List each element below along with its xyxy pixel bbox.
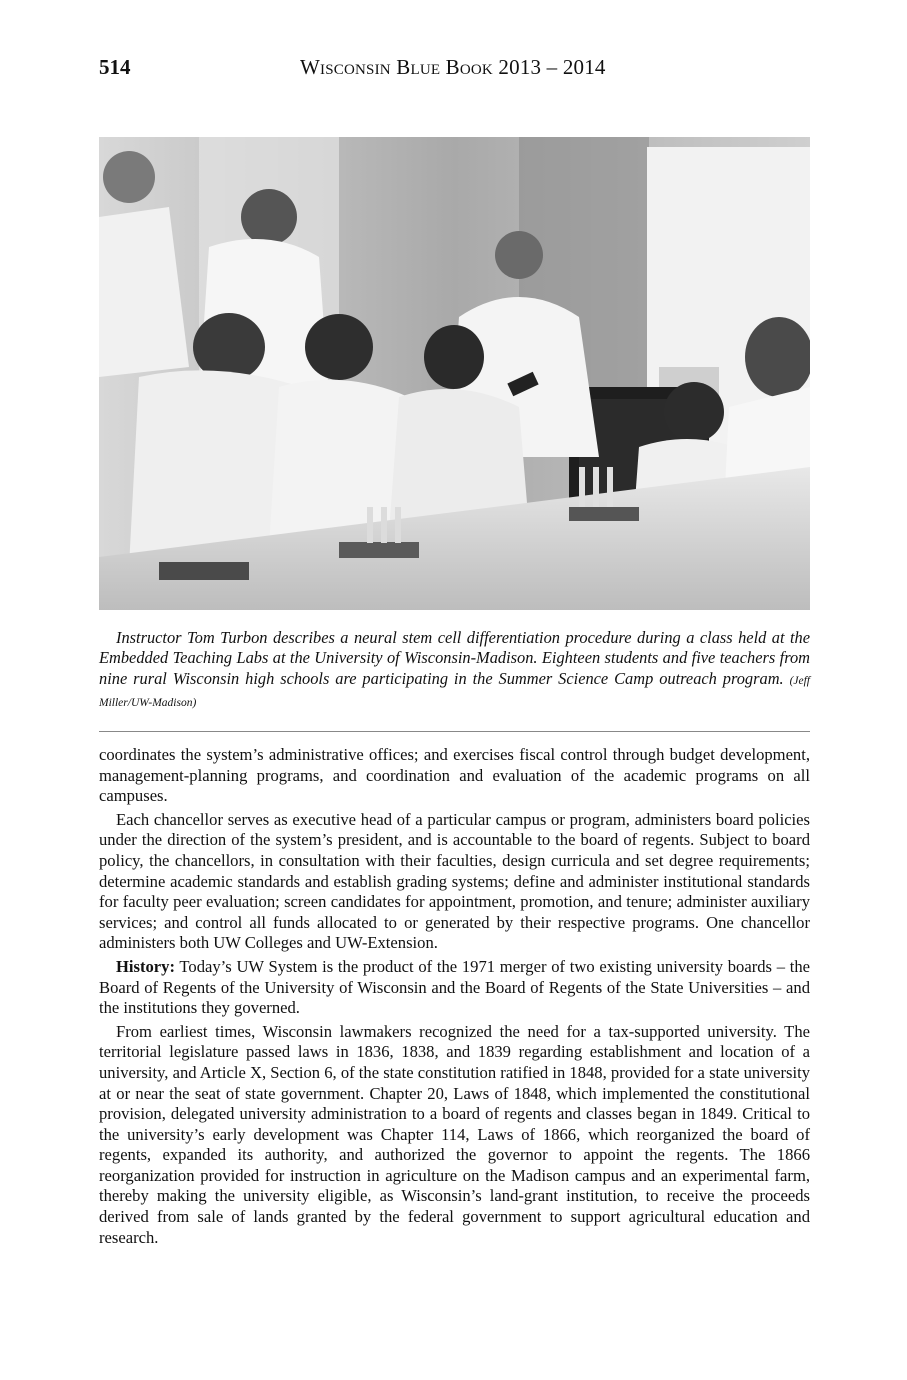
section-divider <box>99 731 810 732</box>
paragraph-3 <box>99 957 810 1019</box>
history-heading: History: <box>116 956 175 976</box>
paragraph-3-text: Today’s UW System is the product of the 1971 merger of two existing university boards – the Board of Regents of the University of Wisconsin and the Board of Regents of the State Universities – and the institutions they governed. <box>99 956 810 1018</box>
classroom-lab-photo <box>99 137 810 610</box>
photo-caption <box>99 628 810 714</box>
running-title: Wisconsin Blue Book 2013 – 2014 <box>300 55 606 79</box>
paragraph-1: coordinates the system’s administrative offices; and exercises fiscal control through budget development, management-planning programs, and coordination and evaluation of the academic programs on all campuses. <box>99 745 810 806</box>
page-number: 514 <box>99 55 131 79</box>
paragraph-4: From earliest times, Wisconsin lawmakers recognized the need for a tax-supported university. The territorial legislature passed laws in 1836, 1838, and 1839 regarding establishment and location of a university, and Article X, Section 6, of the state constitution ratified in 1848, provided for a state university at or near the seat of state government. Chapter 20, Laws of 1848, which implemented the constitutional provision, delegated university administration to a board of regents and classes began in 1849. Critical to the university’s early development was Chapter 114, Laws of 1866, which reorganized the board of regents, expanded its authority, and authorized the governor to appoint the regents. The 1866 reorganization provided for instruction in agriculture on the Madison campus and an experimental farm, thereby making the university eligible, as Wisconsin’s land-grant institution, to receive the proceeds derived from sale of lands granted by the federal government to support agricultural education and research. <box>99 1021 810 1247</box>
photo-illustration <box>99 137 810 610</box>
caption-text: Instructor Tom Turbon describes a neural stem cell differentiation procedure during a class held at the Embedded Teaching Labs at the University of Wisconsin-Madison. Eighteen students and five teachers from nine rural Wisconsin high schools are participating in the Summer Science Camp outreach program. <box>99 628 810 688</box>
photo-credit: (Jeff Miller/UW-Madison) <box>99 674 810 710</box>
body-text <box>99 745 810 1251</box>
paragraph-2: Each chancellor serves as executive head of a particular campus or program, administers board policies under the direction of the system’s president, and is accountable to the board of regents. Subject to board policy, the chancellors, in consultation with their faculties, design curricula and set degree requirements; determine academic standards and establish grading systems; define and administer institutional standards for faculty peer evaluation; screen candidates for appointment, promotion, and tenure; administer auxiliary services; and control all funds allocated to or generated by their respective programs. One chancellor administers both UW Colleges and UW-Extension. <box>99 809 810 953</box>
